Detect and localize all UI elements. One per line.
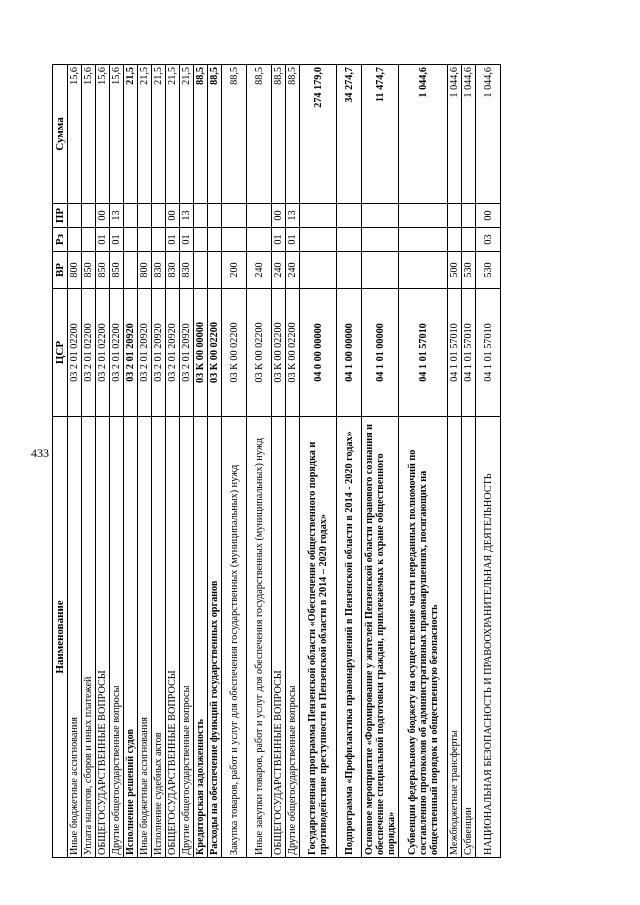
cell-name: Межбюджетные трансферты (448, 417, 462, 858)
cell-name: Кредиторская задолженность (194, 417, 208, 858)
cell-rz (247, 228, 272, 252)
cell-sum: 88,5 (247, 65, 272, 204)
cell-pr (222, 204, 247, 228)
cell-csr: 04 1 01 57010 (399, 289, 448, 417)
cell-pr (124, 204, 138, 228)
cell-vr: 830 (152, 252, 166, 289)
page-number: 433 (31, 446, 49, 460)
table-row (138, 65, 152, 858)
cell-name: Другие общегосударственные вопросы (180, 417, 194, 858)
table-row (82, 65, 96, 858)
cell-vr (208, 252, 222, 289)
cell-pr (247, 204, 272, 228)
cell-sum: 1 044,6 (448, 65, 462, 204)
cell-csr: 03 2 01 20920 (166, 289, 180, 417)
cell-name: Другие общегосударственные вопросы (286, 417, 300, 858)
cell-csr: 03 2 01 20920 (124, 289, 138, 417)
cell-sum: 21,5 (124, 65, 138, 204)
cell-pr: 00 (476, 204, 501, 228)
cell-vr (194, 252, 208, 289)
cell-vr: 830 (180, 252, 194, 289)
cell-sum: 21,5 (152, 65, 166, 204)
table-row (272, 65, 286, 858)
cell-rz (337, 228, 362, 252)
cell-name: Иные бюджетные ассигнования (138, 417, 152, 858)
cell-vr (300, 252, 337, 289)
cell-vr: 800 (68, 252, 82, 289)
table-row (337, 65, 362, 858)
table-row (286, 65, 300, 858)
cell-vr: 200 (222, 252, 247, 289)
cell-rz: 01 (110, 228, 124, 252)
cell-sum: 1 044,6 (399, 65, 448, 204)
table-row (300, 65, 337, 858)
cell-pr (194, 204, 208, 228)
cell-rz (208, 228, 222, 252)
cell-vr: 240 (272, 252, 286, 289)
cell-rz (300, 228, 337, 252)
cell-name: Иные закупки товаров, работ и услуг для обеспечения государственных (муниципальных) нужд (247, 417, 272, 858)
cell-rz: 03 (476, 228, 501, 252)
header-pr: ПР (53, 204, 68, 228)
cell-rz (362, 228, 399, 252)
cell-pr (462, 204, 476, 228)
cell-csr: 03 2 01 02200 (68, 289, 82, 417)
cell-name: Субвенции (462, 417, 476, 858)
cell-csr: 03 2 01 20920 (180, 289, 194, 417)
cell-vr (124, 252, 138, 289)
cell-pr (152, 204, 166, 228)
cell-sum: 11 474,7 (362, 65, 399, 204)
cell-name: Другие общегосударственные вопросы (110, 417, 124, 858)
cell-csr: 04 0 00 00000 (300, 289, 337, 417)
cell-csr: 04 1 01 00000 (362, 289, 399, 417)
header-rz: Рз (53, 228, 68, 252)
cell-sum: 88,5 (286, 65, 300, 204)
cell-pr: 00 (272, 204, 286, 228)
cell-pr (68, 204, 82, 228)
cell-vr: 500 (448, 252, 462, 289)
cell-name: Иные бюджетные ассигнования (68, 417, 82, 858)
cell-csr: 03 2 01 02200 (96, 289, 110, 417)
table-row (448, 65, 462, 858)
cell-csr: 03 К 00 02200 (247, 289, 272, 417)
cell-vr: 830 (166, 252, 180, 289)
table-row (208, 65, 222, 858)
cell-vr (399, 252, 448, 289)
cell-vr (362, 252, 399, 289)
table-row (362, 65, 399, 858)
table-row (399, 65, 448, 858)
cell-name: ОБЩЕГОСУДАРСТВЕННЫЕ ВОПРОСЫ (166, 417, 180, 858)
cell-rz (462, 228, 476, 252)
cell-rz (222, 228, 247, 252)
cell-sum: 274 179,0 (300, 65, 337, 204)
cell-rz (399, 228, 448, 252)
cell-csr: 04 1 01 57010 (448, 289, 462, 417)
cell-sum: 88,5 (194, 65, 208, 204)
cell-pr (362, 204, 399, 228)
cell-pr (300, 204, 337, 228)
cell-name: Подпрограмма «Профилактика правонарушений в Пензенской области в 2014 - 2020 годах» (337, 417, 362, 858)
cell-name: Исполнение решений судов (124, 417, 138, 858)
cell-pr (208, 204, 222, 228)
cell-pr: 13 (180, 204, 194, 228)
cell-sum: 1 044,6 (462, 65, 476, 204)
table-header-row (53, 65, 68, 858)
cell-pr (399, 204, 448, 228)
cell-name: Исполнение судебных актов (152, 417, 166, 858)
cell-name: Государственная программа Пензенской области «Обеспечение общественного порядка и противодействие преступности в Пензенской области в 2014 – 2020 годах» (300, 417, 337, 858)
table-row (222, 65, 247, 858)
cell-vr: 800 (138, 252, 152, 289)
cell-name: Субвенции федеральному бюджету на осуществление части переданных полномочий по составлению протоколов об административных правонарушениях, посягающих на общественный порядок и общественную безопасность (399, 417, 448, 858)
cell-vr: 240 (247, 252, 272, 289)
cell-rz (138, 228, 152, 252)
budget-table-rotated (52, 65, 580, 858)
cell-vr (337, 252, 362, 289)
cell-sum: 34 274,7 (337, 65, 362, 204)
cell-pr: 13 (110, 204, 124, 228)
cell-rz (68, 228, 82, 252)
cell-csr: 03 К 00 00000 (194, 289, 208, 417)
header-name: Наименование (53, 417, 68, 858)
cell-pr (448, 204, 462, 228)
cell-vr: 240 (286, 252, 300, 289)
table-row (166, 65, 180, 858)
cell-sum: 15,6 (68, 65, 82, 204)
cell-name: НАЦИОНАЛЬНАЯ БЕЗОПАСНОСТЬ И ПРАВООХРАНИТЕЛЬНАЯ ДЕЯТЕЛЬНОСТЬ (476, 417, 501, 858)
header-sum: Сумма (53, 65, 68, 204)
cell-sum: 1 044,6 (476, 65, 501, 204)
cell-sum: 21,5 (166, 65, 180, 204)
cell-csr: 03 2 01 20920 (152, 289, 166, 417)
cell-rz (124, 228, 138, 252)
cell-pr (82, 204, 96, 228)
cell-pr (337, 204, 362, 228)
cell-pr (138, 204, 152, 228)
cell-name: Основное мероприятие «Формирование у жителей Пензенской области правового сознания и обеспечение специальной подготовки граждан, привлекаемых к охране общественного порядка» (362, 417, 399, 858)
cell-pr: 00 (96, 204, 110, 228)
cell-rz: 01 (96, 228, 110, 252)
cell-sum: 15,6 (110, 65, 124, 204)
cell-name: ОБЩЕГОСУДАРСТВЕННЫЕ ВОПРОСЫ (272, 417, 286, 858)
budget-table (52, 64, 501, 858)
cell-csr: 03 К 00 02200 (286, 289, 300, 417)
cell-csr: 03 2 01 20920 (138, 289, 152, 417)
table-row (180, 65, 194, 858)
cell-vr: 850 (82, 252, 96, 289)
cell-pr: 13 (286, 204, 300, 228)
header-vr: ВР (53, 252, 68, 289)
cell-csr: 04 1 00 00000 (337, 289, 362, 417)
cell-sum: 88,5 (222, 65, 247, 204)
cell-vr: 850 (110, 252, 124, 289)
cell-rz: 01 (272, 228, 286, 252)
cell-rz (152, 228, 166, 252)
table-row (96, 65, 110, 858)
cell-vr: 850 (96, 252, 110, 289)
table-row (462, 65, 476, 858)
cell-csr: 03 2 01 02200 (110, 289, 124, 417)
cell-sum: 21,5 (138, 65, 152, 204)
cell-sum: 88,5 (208, 65, 222, 204)
header-csr: ЦСР (53, 289, 68, 417)
cell-csr: 03 К 00 02200 (208, 289, 222, 417)
cell-csr: 03 К 00 02200 (272, 289, 286, 417)
cell-rz: 01 (166, 228, 180, 252)
cell-vr: 530 (462, 252, 476, 289)
table-row (247, 65, 272, 858)
cell-vr: 530 (476, 252, 501, 289)
table-row (152, 65, 166, 858)
cell-name: Закупка товаров, работ и услуг для обеспечения государственных (муниципальных) нужд (222, 417, 247, 858)
cell-name: Расходы на обеспечение функций государственных органов (208, 417, 222, 858)
table-row (110, 65, 124, 858)
cell-csr: 04 1 01 57010 (476, 289, 501, 417)
cell-rz (82, 228, 96, 252)
cell-rz: 01 (180, 228, 194, 252)
cell-rz (448, 228, 462, 252)
cell-rz (194, 228, 208, 252)
cell-sum: 88,5 (272, 65, 286, 204)
table-row (124, 65, 138, 858)
cell-name: ОБЩЕГОСУДАРСТВЕННЫЕ ВОПРОСЫ (96, 417, 110, 858)
table-row (68, 65, 82, 858)
cell-sum: 21,5 (180, 65, 194, 204)
cell-csr: 03 2 01 02200 (82, 289, 96, 417)
cell-csr: 03 К 00 02200 (222, 289, 247, 417)
table-row (194, 65, 208, 858)
cell-csr: 04 1 01 57010 (462, 289, 476, 417)
cell-rz: 01 (286, 228, 300, 252)
cell-pr: 00 (166, 204, 180, 228)
cell-sum: 15,6 (82, 65, 96, 204)
cell-name: Уплата налогов, сборов и иных платежей (82, 417, 96, 858)
table-row (476, 65, 501, 858)
cell-sum: 15,6 (96, 65, 110, 204)
